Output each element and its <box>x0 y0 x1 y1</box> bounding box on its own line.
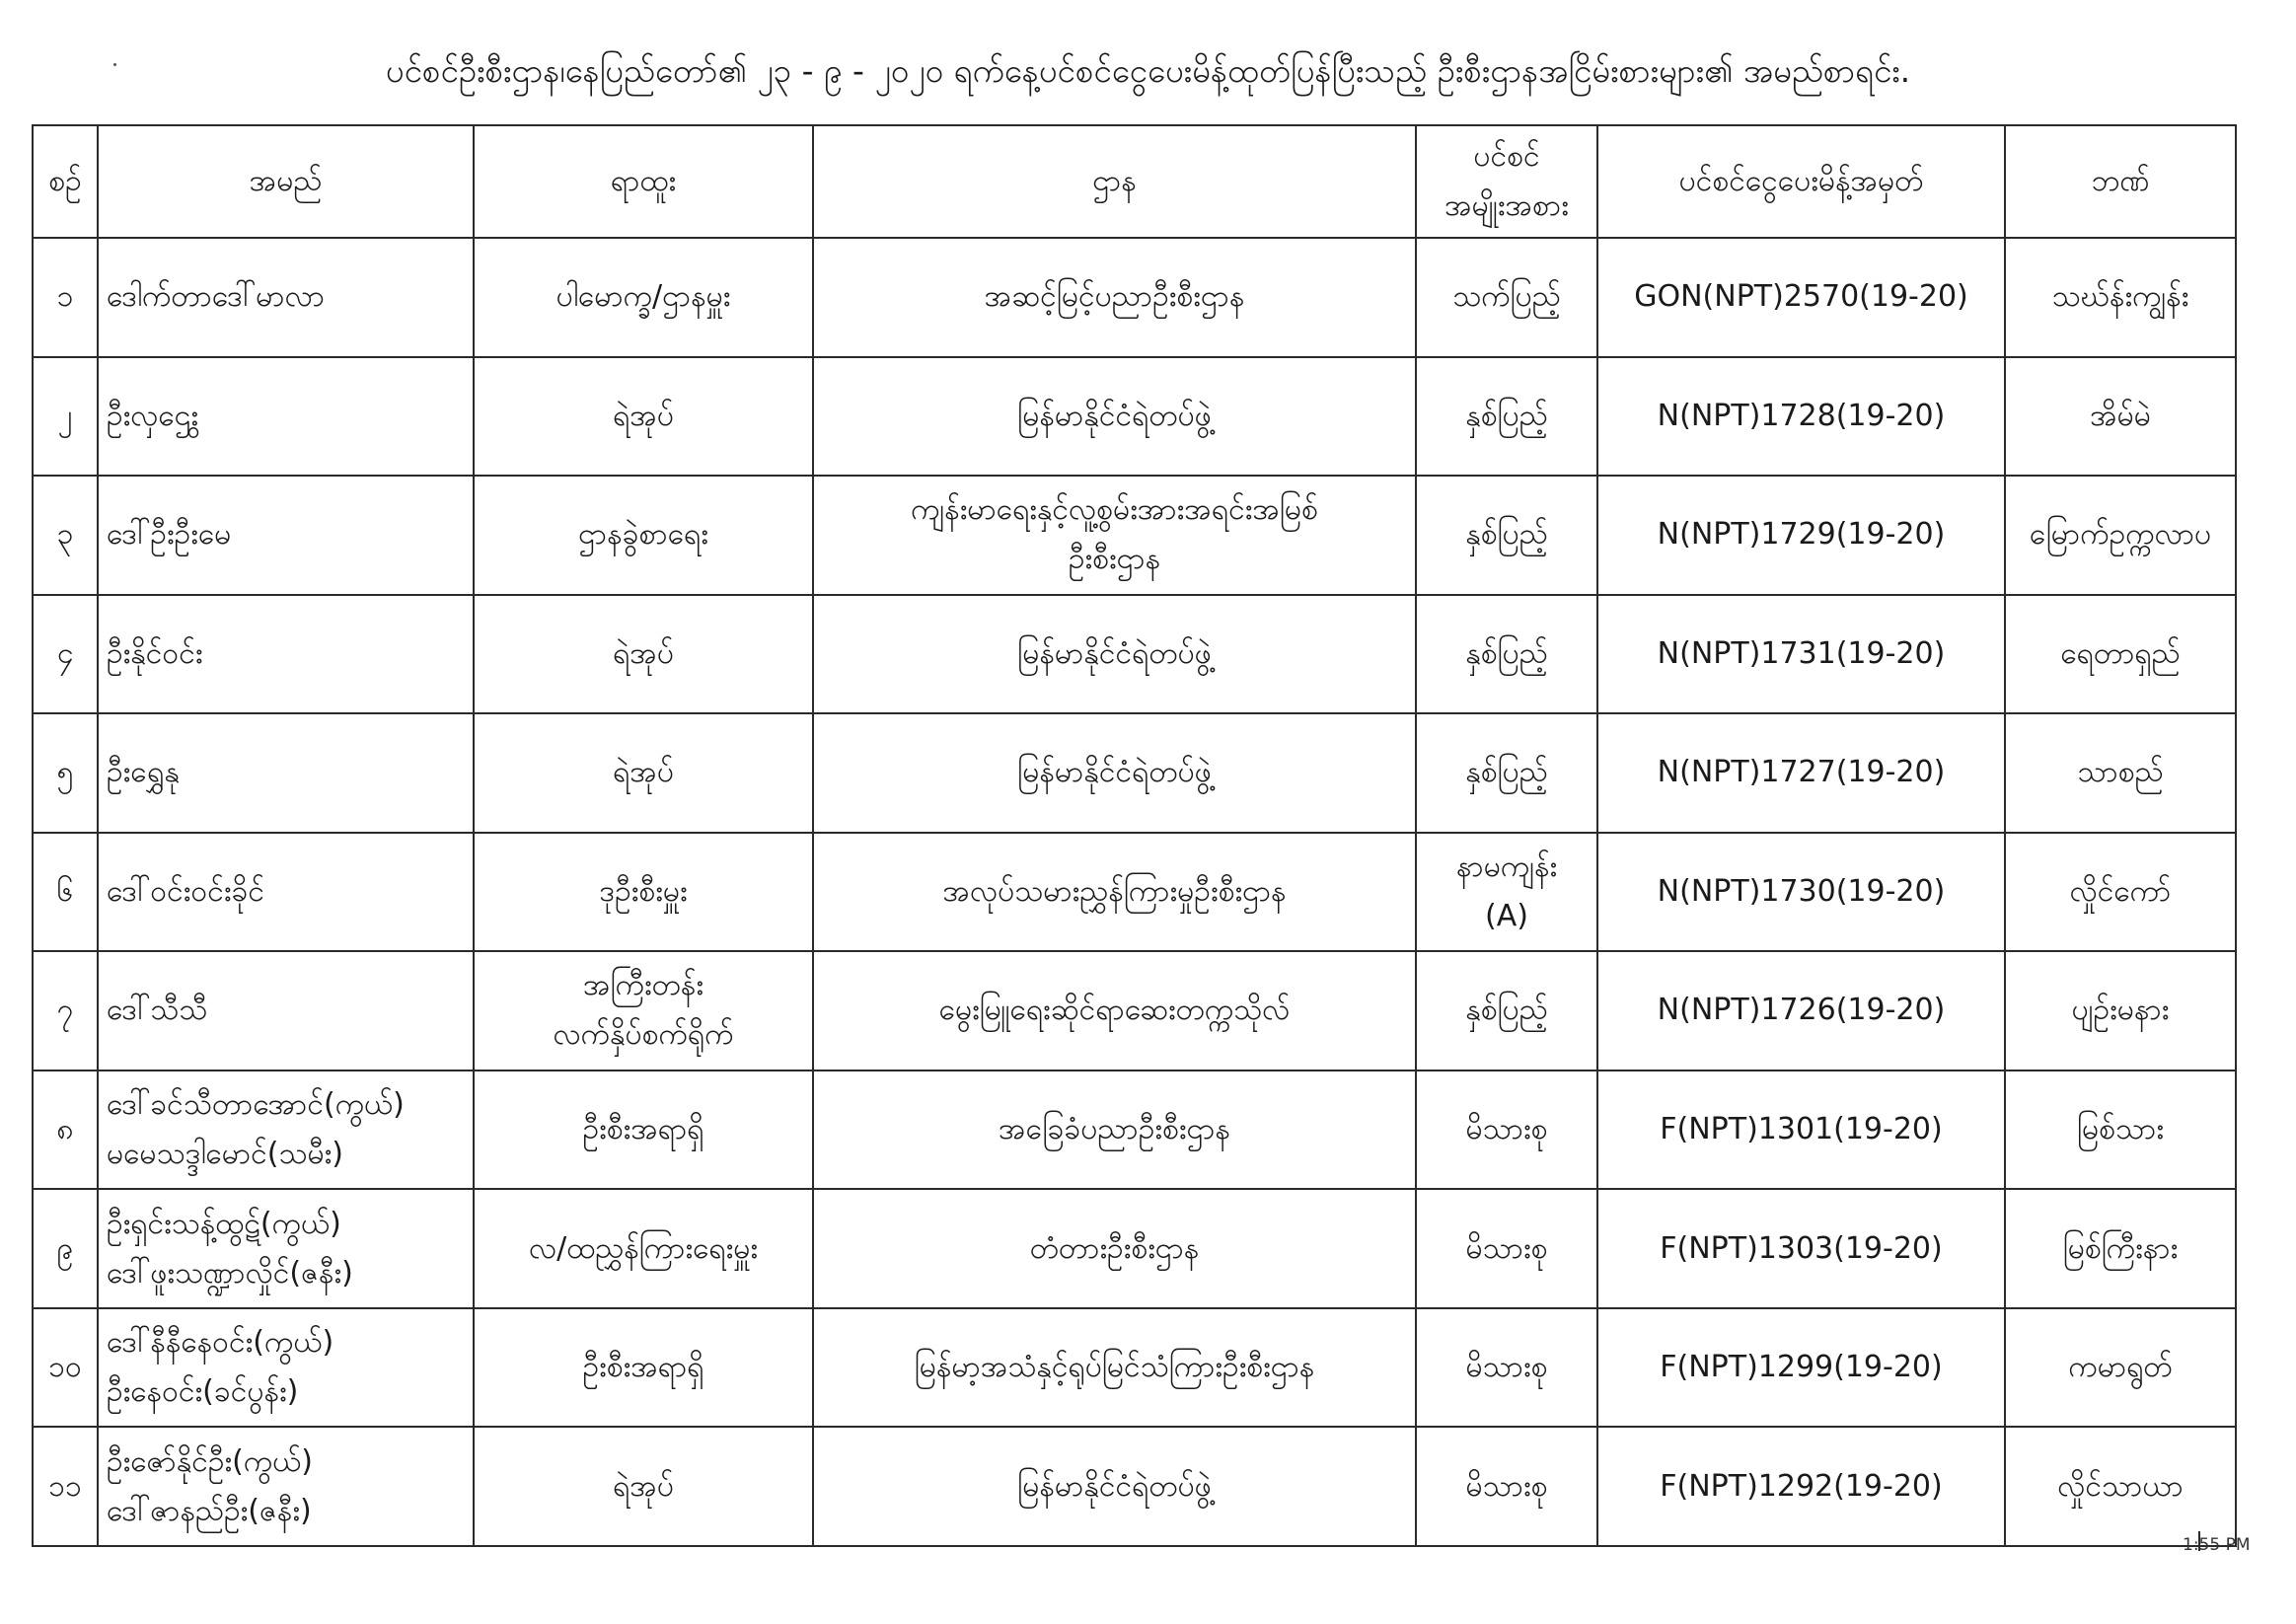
header-pension-type-line: အမျိုးအစား <box>1444 188 1569 223</box>
table-row <box>33 1308 2236 1428</box>
cell-name <box>98 951 474 1070</box>
cell-department <box>813 951 1416 1070</box>
cell-name-line: ဦးရှင်းသန့်ထွဋ်(ကွယ်) <box>107 1206 341 1241</box>
cell-department-line: မြန်မာနိုင်ငံရဲတပ်ဖွဲ့ <box>1017 398 1212 433</box>
cell-name <box>98 357 474 477</box>
cell-department <box>813 476 1416 595</box>
cell-department-line: အခြေခံပညာဦးစီးဌာန <box>999 1111 1230 1146</box>
cell-pension-type-line: (A) <box>1485 898 1528 933</box>
cell-rank-line: လက်နှိပ်စက်ရိုက် <box>553 1017 734 1053</box>
cell-no: ၇ <box>33 951 98 1070</box>
cell-name-line: ဦးရွှေနု <box>107 755 180 790</box>
cell-bank: ပျဉ်းမနား <box>2005 951 2236 1070</box>
cell-pension-type <box>1416 1189 1597 1308</box>
header-row <box>33 125 2236 238</box>
cell-pension-type <box>1416 833 1597 952</box>
cell-rank-line: ပါမောက္ခ/ဌာနမှူး <box>555 279 731 315</box>
cell-rank <box>474 357 813 477</box>
print-timestamp: 1:55 PM <box>2183 1535 2251 1555</box>
table-header <box>33 125 2236 238</box>
cell-pension-type <box>1416 476 1597 595</box>
cell-order-no: F(NPT)1301(19-20) <box>1597 1070 2005 1190</box>
cell-pension-type-line: နှစ်ပြည့် <box>1465 398 1548 433</box>
cell-bank: အိမ်မဲ <box>2005 357 2236 477</box>
cell-name-line: ဦးနေဝင်း(ခင်ပွန်း) <box>107 1374 299 1410</box>
cell-rank <box>474 1070 813 1190</box>
cell-rank <box>474 713 813 833</box>
cell-name-line: မမေသဒ္ဒါမောင်(သမီး) <box>107 1136 343 1171</box>
cell-rank-line: ရဲအုပ် <box>613 398 674 433</box>
cell-department <box>813 238 1416 357</box>
cell-name-line: ဒေါ်သီသီ <box>107 993 208 1028</box>
cell-pension-type <box>1416 713 1597 833</box>
cell-order-no: N(NPT)1726(19-20) <box>1597 951 2005 1070</box>
table-row <box>33 476 2236 595</box>
cell-pension-type-line: နာမကျန်း <box>1455 849 1558 884</box>
cell-name <box>98 833 474 952</box>
cell-pension-type-line: မိသားစု <box>1465 1111 1548 1146</box>
cell-no: ၁၀ <box>33 1308 98 1428</box>
cell-rank <box>474 1427 813 1546</box>
cell-pension-type-line: သက်ပြည့် <box>1452 279 1561 315</box>
cell-pension-type-line: မိသားစု <box>1465 1230 1548 1266</box>
cell-pension-type <box>1416 357 1597 477</box>
cell-name <box>98 1427 474 1546</box>
cell-name <box>98 1189 474 1308</box>
header-name: အမည် <box>98 125 474 238</box>
cell-name-line: ဦးဇော်နိုင်ဦး(ကွယ်) <box>107 1443 314 1479</box>
cell-pension-type-line: နှစ်ပြည့် <box>1465 993 1548 1028</box>
cell-no: ၄ <box>33 595 98 714</box>
cell-order-no: N(NPT)1729(19-20) <box>1597 476 2005 595</box>
cell-name-line: ဒေါ်ဦးဦးမေ <box>107 517 232 553</box>
cell-name <box>98 1070 474 1190</box>
cell-name-line: ဒေါ်ဝင်းဝင်းခိုင် <box>107 873 265 909</box>
cell-department <box>813 1189 1416 1308</box>
cell-bank: သဃ်န်းကျွန်း <box>2005 238 2236 357</box>
cell-bank: လှိုင်ကော် <box>2005 833 2236 952</box>
cell-name <box>98 595 474 714</box>
cell-department-line: အလုပ်သမားညွှန်ကြားမှုဦးစီးဌာန <box>942 873 1287 909</box>
table-row <box>33 595 2236 714</box>
cell-bank: သာစည် <box>2005 713 2236 833</box>
table-row <box>33 833 2236 952</box>
cell-rank <box>474 951 813 1070</box>
cell-pension-type-line: နှစ်ပြည့် <box>1465 755 1548 790</box>
cell-name <box>98 713 474 833</box>
cell-name <box>98 1308 474 1428</box>
cell-order-no: N(NPT)1731(19-20) <box>1597 595 2005 714</box>
cell-no: ၁၁ <box>33 1427 98 1546</box>
cell-no: ၉ <box>33 1189 98 1308</box>
cell-department-line: မွေးမြူရေးဆိုင်ရာဆေးတက္ကသိုလ် <box>938 993 1291 1028</box>
cell-pension-type <box>1416 595 1597 714</box>
cell-rank <box>474 476 813 595</box>
cell-bank: ကမာရွတ် <box>2005 1308 2236 1428</box>
header-rank: ရာထူး <box>474 125 813 238</box>
cell-rank-line: ရဲအုပ် <box>613 1468 674 1504</box>
header-department: ဌာန <box>813 125 1416 238</box>
cell-no: ၅ <box>33 713 98 833</box>
cell-rank-line: လ/ထညွှန်ကြားရေးမှူး <box>528 1230 758 1266</box>
cell-department-line: ကျန်းမာရေးနှင့်လူ့စွမ်းအားအရင်းအမြစ် <box>911 492 1318 528</box>
cell-rank-line: ဌာနခွဲစာရေး <box>578 517 708 553</box>
cell-rank-line: ဒုဦးစီးမှူး <box>599 873 688 909</box>
header-order-no: ပင်စင်ငွေပေးမိန့်အမှတ် <box>1597 125 2005 238</box>
cell-department-line: မြန်မာ့အသံနှင့်ရုပ်မြင်သံကြားဦးစီးဌာန <box>914 1350 1315 1385</box>
header-pension-type-line: ပင်စင် <box>1473 139 1540 174</box>
cell-name-line: ဒေါ်ဇာနည်ဦး(ဇနီး) <box>107 1493 312 1528</box>
cell-department <box>813 1427 1416 1546</box>
cell-department-line: မြန်မာနိုင်ငံရဲတပ်ဖွဲ့ <box>1017 1468 1212 1504</box>
cell-name-line: ဦးနိုင်ဝင်း <box>107 635 203 671</box>
cell-no: ၃ <box>33 476 98 595</box>
table-body <box>33 238 2236 1546</box>
cell-order-no: F(NPT)1303(19-20) <box>1597 1189 2005 1308</box>
header-bank: ဘဏ် <box>2005 125 2236 238</box>
cell-rank <box>474 238 813 357</box>
cell-name-line: ဒေါ်နီနီနေဝင်း(ကွယ်) <box>107 1325 334 1361</box>
cell-rank-line: ဦးစီးအရာရှိ <box>582 1350 704 1385</box>
cell-department <box>813 833 1416 952</box>
cell-no: ၈ <box>33 1070 98 1190</box>
cell-rank-line: ဦးစီးအရာရှိ <box>582 1111 704 1146</box>
cell-pension-type <box>1416 951 1597 1070</box>
cell-rank <box>474 595 813 714</box>
table-row <box>33 357 2236 477</box>
cell-order-no: N(NPT)1727(19-20) <box>1597 713 2005 833</box>
cell-no: ၂ <box>33 357 98 477</box>
cell-pension-type <box>1416 1308 1597 1428</box>
cell-no: ၁ <box>33 238 98 357</box>
cell-pension-type-line: မိသားစု <box>1465 1468 1548 1504</box>
cell-pension-type-line: နှစ်ပြည့် <box>1465 635 1548 671</box>
cell-bank: မြစ်ကြီးနား <box>2005 1189 2236 1308</box>
header-no: စဉ် <box>33 125 98 238</box>
pension-roster-table <box>32 124 2237 1547</box>
table-row <box>33 238 2236 357</box>
cell-department-line: တံတားဦးစီးဌာန <box>1029 1230 1200 1266</box>
cell-department-line: မြန်မာနိုင်ငံရဲတပ်ဖွဲ့ <box>1017 755 1212 790</box>
cell-name <box>98 476 474 595</box>
table-row <box>33 951 2236 1070</box>
cell-pension-type <box>1416 238 1597 357</box>
cell-department <box>813 1308 1416 1428</box>
cell-order-no: GON(NPT)2570(19-20) <box>1597 238 2005 357</box>
cell-department <box>813 1070 1416 1190</box>
cell-order-no: F(NPT)1292(19-20) <box>1597 1427 2005 1546</box>
cell-rank <box>474 1308 813 1428</box>
cell-order-no: N(NPT)1730(19-20) <box>1597 833 2005 952</box>
cell-name <box>98 238 474 357</box>
cell-name-line: ဒေါ်ဖူးသဏ္ဍာလှိုင်(ဇနီး) <box>107 1255 353 1291</box>
table-row <box>33 1189 2236 1308</box>
cell-order-no: N(NPT)1728(19-20) <box>1597 357 2005 477</box>
cell-name-line: ဦးလှဌွေး <box>107 398 198 433</box>
cell-department <box>813 357 1416 477</box>
cell-name-line: ဒေါက်တာဒေါ်မာလာ <box>107 279 326 315</box>
cell-department <box>813 713 1416 833</box>
cell-rank-line: ရဲအုပ် <box>613 755 674 790</box>
cell-name-line: ဒေါ်ခင်သီတာအောင်(ကွယ်) <box>107 1086 405 1122</box>
cell-pension-type-line: နှစ်ပြည့် <box>1465 517 1548 553</box>
cell-bank: လှိုင်သာယာ <box>2005 1427 2236 1546</box>
cell-department <box>813 595 1416 714</box>
cell-rank <box>474 833 813 952</box>
cell-rank <box>474 1189 813 1308</box>
cell-rank-line: အကြီးတန်း <box>583 968 704 1003</box>
cell-department-line: မြန်မာနိုင်ငံရဲတပ်ဖွဲ့ <box>1017 635 1212 671</box>
cell-pension-type <box>1416 1427 1597 1546</box>
table-row <box>33 713 2236 833</box>
table-row <box>33 1427 2236 1546</box>
cell-bank: မြစ်သား <box>2005 1070 2236 1190</box>
cell-no: ၆ <box>33 833 98 952</box>
table-row <box>33 1070 2236 1190</box>
cell-department-line: ဦးစီးဌာန <box>1068 542 1161 577</box>
cell-bank: ရေတာရှည် <box>2005 595 2236 714</box>
cell-pension-type <box>1416 1070 1597 1190</box>
header-pension-type <box>1416 125 1597 238</box>
cell-order-no: F(NPT)1299(19-20) <box>1597 1308 2005 1428</box>
cell-bank: မြောက်ဥက္ကလာပ <box>2005 476 2236 595</box>
cell-pension-type-line: မိသားစု <box>1465 1350 1548 1385</box>
cell-department-line: အဆင့်မြင့်ပညာဦးစီးဌာန <box>984 279 1245 315</box>
cell-rank-line: ရဲအုပ် <box>613 635 674 671</box>
document-title: ပင်စင်ဦးစီးဌာန၊နေပြည်တော်၏ ၂၃ - ၉ - ၂၀၂၀ ရက်နေ့ပင်စင်ငွေပေးမိန့်ထုတ်ပြန်ပြီးသည့် ဦးစီးဌာနအငြိမ်းစားများ၏ အမည်စာရင်း. <box>385 51 1911 90</box>
